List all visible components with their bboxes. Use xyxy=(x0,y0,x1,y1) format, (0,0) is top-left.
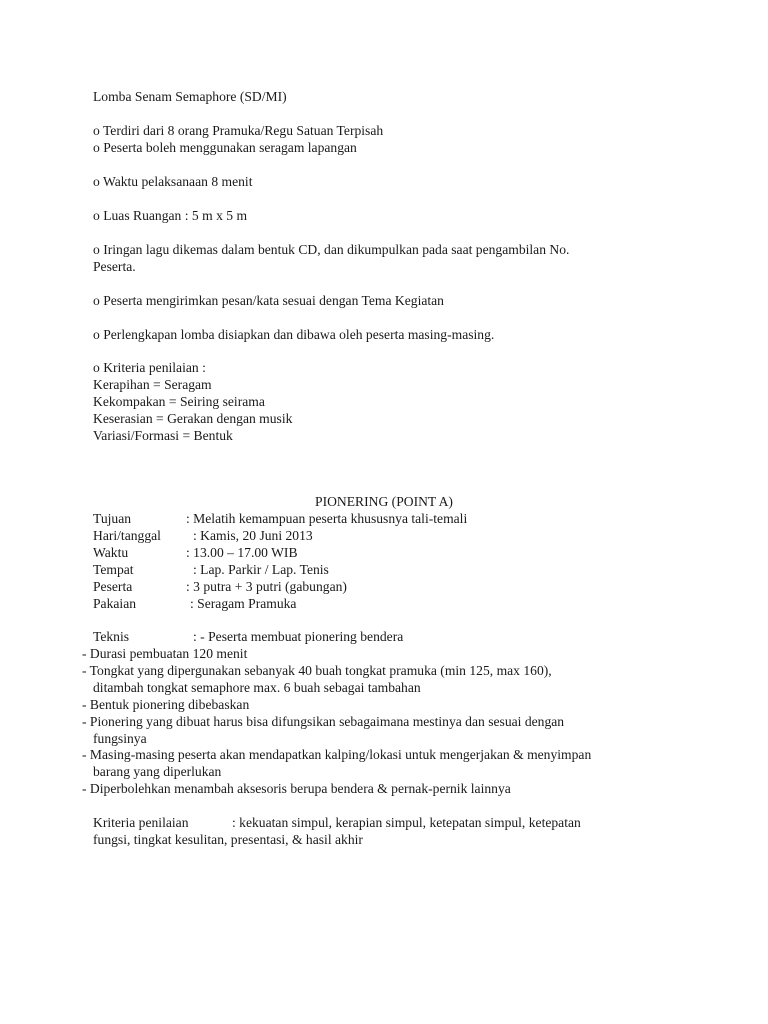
semaphore-item: o Waktu pelaksanaan 8 menit xyxy=(93,174,253,189)
kriteria-continued: fungsi, tingkat kesulitan, presentasi, & hasil akhir xyxy=(93,832,363,847)
info-label: Tujuan xyxy=(93,511,132,526)
criteria-item: Keserasian = Gerakan dengan musik xyxy=(93,411,293,426)
teknis-bullet: - Pionering yang dibuat harus bisa difungsikan sebagaimana mestinya dan sesuai dengan xyxy=(82,714,565,729)
criteria-heading: o Kriteria penilaian : xyxy=(93,360,206,375)
teknis-bullet: - Tongkat yang dipergunakan sebanyak 40 buah tongkat pramuka (min 125, max 160), xyxy=(82,663,552,678)
criteria-item: Variasi/Formasi = Bentuk xyxy=(93,428,233,443)
info-value: : Lap. Parkir / Lap. Tenis xyxy=(193,562,329,577)
teknis-bullet: - Bentuk pionering dibebaskan xyxy=(82,697,250,712)
info-label: Waktu xyxy=(93,545,129,560)
info-label: Peserta xyxy=(93,579,133,594)
semaphore-item-continued: Peserta. xyxy=(93,259,136,274)
kriteria-label: Kriteria penilaian xyxy=(93,815,189,830)
pionering-title: PIONERING (POINT A) xyxy=(315,494,453,509)
teknis-bullet-continued: fungsinya xyxy=(93,731,147,746)
teknis-bullet: - Durasi pembuatan 120 menit xyxy=(82,646,248,661)
info-label: Pakaian xyxy=(93,596,137,611)
info-value: : Seragam Pramuka xyxy=(190,596,297,611)
info-value: : 3 putra + 3 putri (gabungan) xyxy=(186,579,347,594)
semaphore-item: o Terdiri dari 8 orang Pramuka/Regu Satuan Terpisah xyxy=(93,123,384,138)
semaphore-item: o Luas Ruangan : 5 m x 5 m xyxy=(93,208,248,223)
teknis-bullet-continued: ditambah tongkat semaphore max. 6 buah sebagai tambahan xyxy=(93,680,421,695)
teknis-bullet: - Masing-masing peserta akan mendapatkan kalping/lokasi untuk mengerjakan & menyimpan xyxy=(82,747,592,762)
semaphore-item: o Peserta mengirimkan pesan/kata sesuai dengan Tema Kegiatan xyxy=(93,293,444,308)
kriteria-value: : kekuatan simpul, kerapian simpul, ketepatan simpul, ketepatan xyxy=(232,815,581,830)
semaphore-item: o Peserta boleh menggunakan seragam lapangan xyxy=(93,140,357,155)
teknis-bullet-continued: barang yang diperlukan xyxy=(93,764,222,779)
semaphore-title: Lomba Senam Semaphore (SD/MI) xyxy=(93,89,287,104)
teknis-label: Teknis xyxy=(93,629,130,644)
criteria-item: Kerapihan = Seragam xyxy=(93,377,212,392)
info-label: Tempat xyxy=(93,562,134,577)
teknis-value: : - Peserta membuat pionering bendera xyxy=(193,629,404,644)
info-value: : Melatih kemampuan peserta khususnya tali-temali xyxy=(186,511,468,526)
info-label: Hari/tanggal xyxy=(93,528,161,543)
info-value: : Kamis, 20 Juni 2013 xyxy=(193,528,313,543)
info-value: : 13.00 – 17.00 WIB xyxy=(186,545,298,560)
teknis-bullet: - Diperbolehkan menambah aksesoris berupa bendera & pernak-pernik lainnya xyxy=(82,781,511,796)
criteria-item: Kekompakan = Seiring seirama xyxy=(93,394,265,409)
semaphore-item: o Perlengkapan lomba disiapkan dan dibawa oleh peserta masing-masing. xyxy=(93,327,495,342)
semaphore-item: o Iringan lagu dikemas dalam bentuk CD, dan dikumpulkan pada saat pengambilan No. xyxy=(93,242,570,257)
